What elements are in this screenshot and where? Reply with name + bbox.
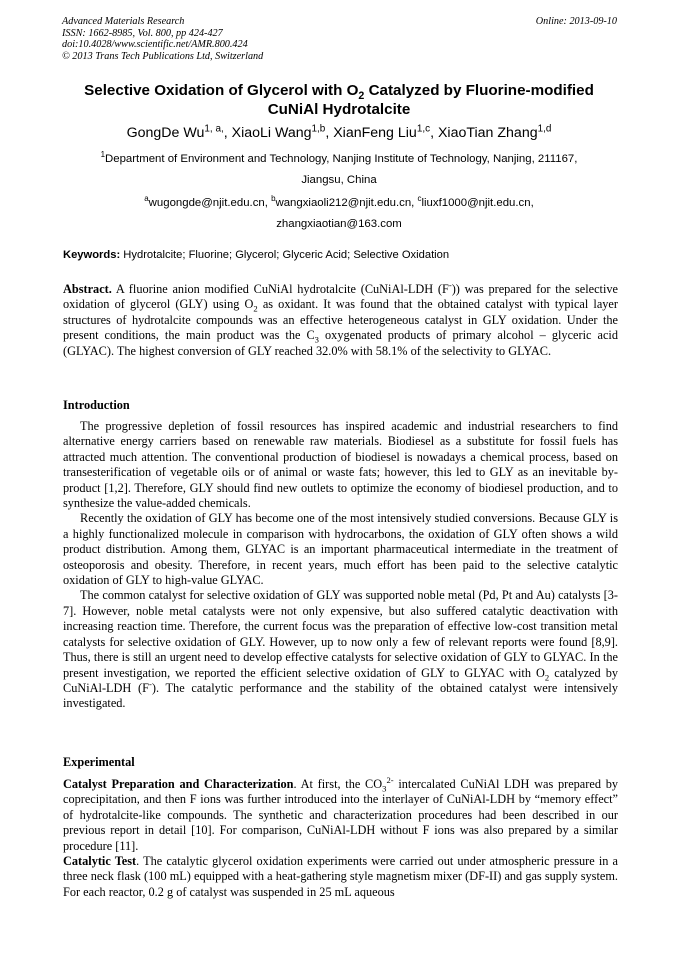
paragraph: The common catalyst for selective oxidation of GLY was supported noble metal (Pd, Pt and Au) catalysts [3-7]. However, noble metal catalysts were not only expensive, but also suffered catalytic deactivation with increasing reaction time. Therefore, the current focus was the preparation of effective low-cost transition metal catalysts for selective oxidation of GLY. However, up to now only a few of relevant reports were found [8,9]. Thus, there is still an urgent need to develop effective catalysts for selective oxidation of GLY to GLYAC. In the present investigation, we reported the efficient selective oxidation of GLY to GLYAC with $O_2$ catalyzed by CuNiAl-LDH (F-). The catalytic performance and the stability of the obtained catalyst were intensively investigated. (63, 588, 618, 711)
keywords-label: Keywords: (63, 249, 121, 261)
email-link[interactable]: wugongde@njit.edu.cn, (148, 197, 272, 209)
experimental-section (63, 774, 618, 900)
author: GongDe Wu (126, 125, 205, 141)
online-date: Online: 2013-09-10 (535, 16, 617, 27)
paper-title: Selective Oxidation of Glycerol with $O_2$ Catalyzed by Fluorine-modified CuNiAl Hydrotalcite (84, 82, 594, 118)
abstract: Abstract. A fluorine anion modified CuNiAl hydrotalcite (CuNiAl-LDH (F-)) was prepared for the selective oxidation of glycerol (GLY) using $O_2$ as oxidant. It was found that the obtained catalyst with typical layer structures of hydrotalcite compounds was an effective heterogeneous catalyst in GLY oxidation. Under the present conditions, the main product was the $C_3$ oxygenated products of primary alcohol – glyceric acid (GLYAC). The highest conversion of GLY reached 32.0% with 58.1% of the selectivity to GLYAC. (63, 279, 618, 358)
paragraph: The progressive depletion of fossil resources has inspired academic and industrial researchers to find alternative energy carriers based on renewable raw materials. Biodiesel as a substitute for fossil fuels has attracted much attention. The conventional production of biodiesel is nowadays a chemical process, based on transesterification of vegetable oils or of animal or waste fats; however, this led to GLY as an inevitable by-product [1,2]. Therefore, GLY should find new outlets to optimize the economy of biodiesel production, and to synthesize the value-added chemicals. (63, 419, 618, 511)
author: XianFeng Liu (333, 125, 417, 141)
author: XiaoLi Wang (231, 125, 312, 141)
journal-header (62, 16, 617, 62)
doi-line[interactable]: doi:10.4028/www.scientific.net/AMR.800.424 (62, 39, 248, 51)
author-emails: $^a$wugongde@njit.edu.cn, $^b$wangxiaoli212@njit.edu.cn, $^c$liuxf1000@njit.edu.cn, zhangxiaotian@163.com (40, 193, 638, 234)
introduction-heading: Introduction (63, 398, 130, 412)
email-link[interactable]: wangxiaoli212@njit.edu.cn, (275, 197, 418, 209)
paragraph: Recently the oxidation of GLY has become one of the most intensively studied conversions. Because GLY is a highly functionalized molecule in comparison with hydrocarbons, the oxidation of GLY often shows a wild product distribution. Among them, GLYAC is an important pharmaceutical intermediate in the treatment of osteoporosis and obesity. Therefore, in recent years, much effort has been paid to the selective catalytic oxidation of GLY to high-value GLYAC. (63, 511, 618, 588)
email-link[interactable]: liuxf1000@njit.edu.cn, (421, 197, 534, 209)
keywords: Keywords: Hydrotalcite; Fluorine; Glycerol; Glyceric Acid; Selective Oxidation (63, 249, 450, 261)
author: XiaoTian Zhang (437, 125, 538, 141)
author-list: GongDe $Wu^{1, a,}$, XiaoLi Wang$^{1,b}$, XianFeng Liu$^{1,c}$, XiaoTian Zhang$^{1,d}$ (126, 123, 552, 141)
copyright-line: © 2013 Trans Tech Publications Ltd, Switzerland (62, 50, 264, 62)
paragraph: Catalytic Test. The catalytic glycerol oxidation experiments were carried out under atmospheric pressure in a three neck flask (100 mL) equipped with a heat-gathering style magnetism mixer (DF-II) and gas supply system. For each reactor, 0.2 g of catalyst was suspended in 25 mL aqueous (63, 854, 618, 899)
paragraph: Catalyst Preparation and Characterization. At first, the $CO_3^{2-}$ intercalated CuNiAl LDH was prepared by coprecipitation, and then F ions was further introduced into the interlayer of CuNiAl-LDH by “memory effect” of hydrotalcite-like compounds. The synthetic and characterization procedures had been described in our previous report in detail [10]. For comparison, CuNiAl-LDH without F ions was also prepared by a similar procedure [11]. (63, 774, 618, 853)
affiliation: $^1$Department of Environment and Technology, Nanjing Institute of Technology, Nanjing, 211167, Jiangsu, China (100, 150, 578, 186)
introduction-section (63, 419, 618, 712)
subsection-label: Catalyst Preparation and Characterization (63, 777, 294, 791)
journal-name: Advanced Materials Research (62, 16, 185, 27)
subsection-label: Catalytic Test (63, 854, 137, 869)
email-link[interactable]: zhangxiaotian@163.com (276, 217, 402, 230)
experimental-heading: Experimental (63, 755, 135, 769)
issn-line: ISSN: 1662-8985, Vol. 800, pp 424-427 (62, 27, 223, 39)
abstract-label: Abstract. (63, 282, 112, 296)
